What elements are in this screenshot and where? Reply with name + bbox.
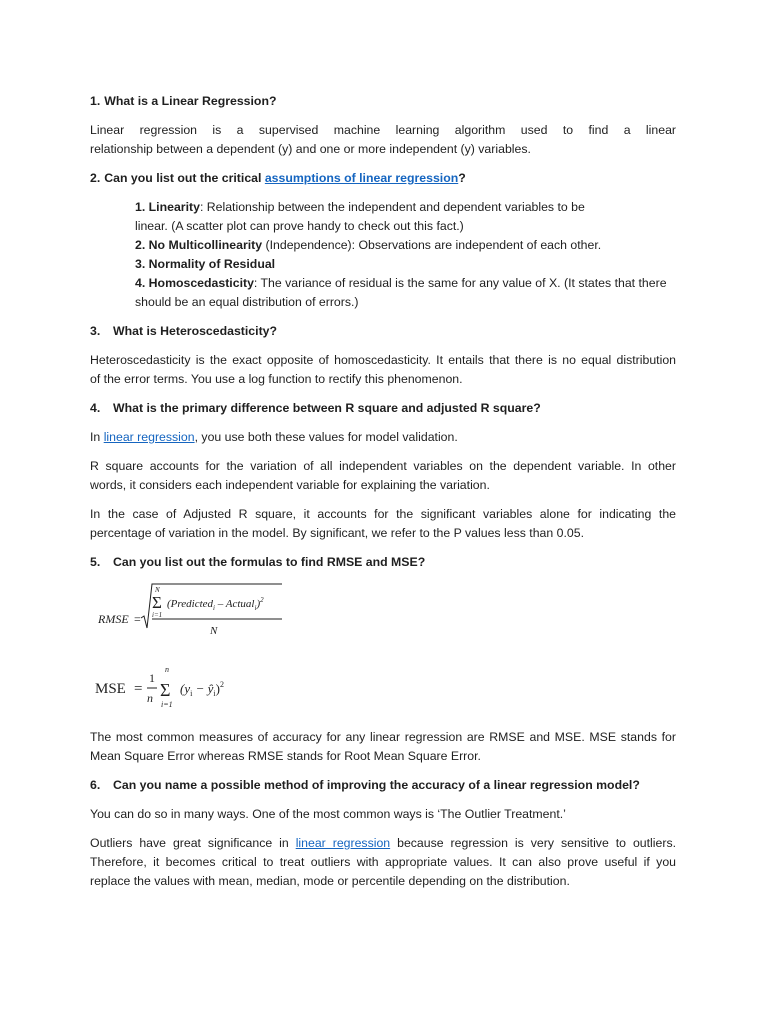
assumption-label: 3. Normality of Residual bbox=[135, 257, 276, 271]
assumption-label: 4. Homoscedasticity bbox=[135, 276, 254, 290]
question-6 bbox=[90, 776, 676, 795]
answer-3 bbox=[90, 351, 676, 389]
question-text: Can you list out the critical bbox=[104, 171, 262, 185]
answer-line: relationship between a dependent (y) and one or more independent (y) variables. bbox=[90, 142, 531, 156]
assumption-item bbox=[135, 274, 676, 312]
mse-n: n bbox=[147, 691, 153, 705]
mse-sum-upper: n bbox=[165, 665, 169, 674]
answer-line: The most common measures of accuracy for any linear regression are RMSE and MSE. MSE stands for bbox=[90, 730, 676, 744]
answer-line: Heteroscedasticity is the exact opposite of homoscedasticity. It entails that there is no equal distribution bbox=[90, 353, 676, 367]
assumption-item bbox=[135, 255, 676, 274]
assumption-label: 1. Linearity bbox=[135, 200, 200, 214]
answer-text: In bbox=[90, 430, 101, 444]
answer-line: replace the values with mean, median, mode or percentile depending on the distribution. bbox=[90, 874, 570, 888]
answer-1 bbox=[90, 121, 676, 159]
rmse-equals: = bbox=[134, 612, 141, 626]
answer-line: percentage of variation in the model. By significant, we refer to the P values less than 0.05. bbox=[90, 526, 584, 540]
question-1 bbox=[90, 92, 676, 111]
assumption-label: 2. No Multicollinearity bbox=[135, 238, 263, 252]
mse-sum-lower: i=1 bbox=[161, 700, 173, 709]
question-number: 2. bbox=[90, 171, 101, 185]
answer-6b bbox=[90, 834, 676, 891]
answer-line: R square accounts for the variation of all independent variables on the dependent variable. In other bbox=[90, 459, 676, 473]
mse-formula bbox=[90, 660, 676, 718]
rmse-formula-image bbox=[90, 582, 295, 650]
mse-formula-image bbox=[90, 660, 295, 718]
linear-regression-link[interactable]: linear regression bbox=[103, 430, 195, 444]
rmse-formula bbox=[90, 582, 676, 650]
answer-text: Outliers have great significance in bbox=[90, 836, 289, 850]
answer-text: , you use both these values for model validation. bbox=[194, 430, 458, 444]
answer-4a bbox=[90, 428, 676, 447]
answer-text: because regression is very sensitive to outliers. bbox=[397, 836, 677, 850]
answer-5 bbox=[90, 728, 676, 766]
answer-line: of the error terms. You use a log function to rectify this phenomenon. bbox=[90, 372, 463, 386]
rmse-numerator: (Predicted$_i$ – Actual$_i$)$^2$ bbox=[167, 596, 264, 612]
mse-equals: = bbox=[134, 681, 143, 697]
linear-regression-link-2[interactable]: linear regression bbox=[295, 836, 391, 850]
assumption-text: : The variance of residual is the same for any value of X. (It states that there bbox=[253, 276, 667, 290]
question-number: 5. bbox=[90, 555, 101, 569]
question-text: What is Heteroscedasticity? bbox=[113, 324, 278, 338]
rmse-lhs: RMSE bbox=[98, 612, 129, 626]
question-4 bbox=[90, 399, 676, 418]
assumptions-link[interactable]: assumptions of linear regression bbox=[264, 171, 459, 185]
answer-4b bbox=[90, 457, 676, 495]
question-number: 1. bbox=[90, 94, 101, 108]
rmse-sum-lower: i=1 bbox=[152, 611, 163, 619]
rmse-denominator: N bbox=[210, 625, 218, 637]
question-3 bbox=[90, 322, 676, 341]
answer-line: Linear regression is a supervised machine learning algorithm used to find a linear bbox=[90, 123, 676, 137]
rmse-sum-upper: N bbox=[155, 586, 160, 594]
question-punct: ? bbox=[458, 171, 466, 185]
answer-line bbox=[90, 834, 676, 853]
answer-4c bbox=[90, 505, 676, 543]
question-number: 4. bbox=[90, 401, 101, 415]
document-page bbox=[90, 92, 676, 901]
assumption-text-cont: should be an equal distribution of errors.) bbox=[135, 295, 359, 309]
answer-line: Therefore, it becomes critical to treat outliers with appropriate values. It can also prove useful if you bbox=[90, 855, 676, 869]
assumption-item bbox=[135, 236, 676, 255]
question-text: Can you list out the formulas to find RMSE and MSE? bbox=[113, 555, 426, 569]
assumption-text: (Independence): Observations are independent of each other. bbox=[262, 238, 602, 252]
answer-line: words, it considers each independent variable for explaining the variation. bbox=[90, 478, 490, 492]
question-2 bbox=[90, 169, 676, 188]
assumption-item bbox=[135, 198, 676, 236]
question-number: 6. bbox=[90, 778, 101, 792]
question-5 bbox=[90, 553, 676, 572]
answer-6a: You can do so in many ways. One of the most common ways is ‘The Outlier Treatment.’ bbox=[90, 807, 566, 821]
rmse-sum-symbol: Σ bbox=[152, 593, 162, 612]
mse-one: 1 bbox=[149, 671, 155, 685]
assumption-text: : Relationship between the independent and dependent variables to be bbox=[199, 200, 585, 214]
mse-sum-symbol: Σ bbox=[160, 680, 171, 700]
assumptions-list bbox=[135, 198, 676, 312]
answer-line: In the case of Adjusted R square, it accounts for the significant variables alone for indicating the bbox=[90, 507, 676, 521]
mse-body: ($y_i$ − $ŷ_i)^2$ bbox=[180, 680, 224, 698]
question-text: What is a Linear Regression? bbox=[104, 94, 277, 108]
question-text: What is the primary difference between R square and adjusted R square? bbox=[113, 401, 541, 415]
answer-line: Mean Square Error whereas RMSE stands for Root Mean Square Error. bbox=[90, 749, 481, 763]
question-text: Can you name a possible method of improving the accuracy of a linear regression model? bbox=[113, 778, 640, 792]
mse-lhs: MSE bbox=[95, 681, 126, 697]
question-number: 3. bbox=[90, 324, 101, 338]
assumption-text-cont: linear. (A scatter plot can prove handy to check out this fact.) bbox=[135, 219, 464, 233]
